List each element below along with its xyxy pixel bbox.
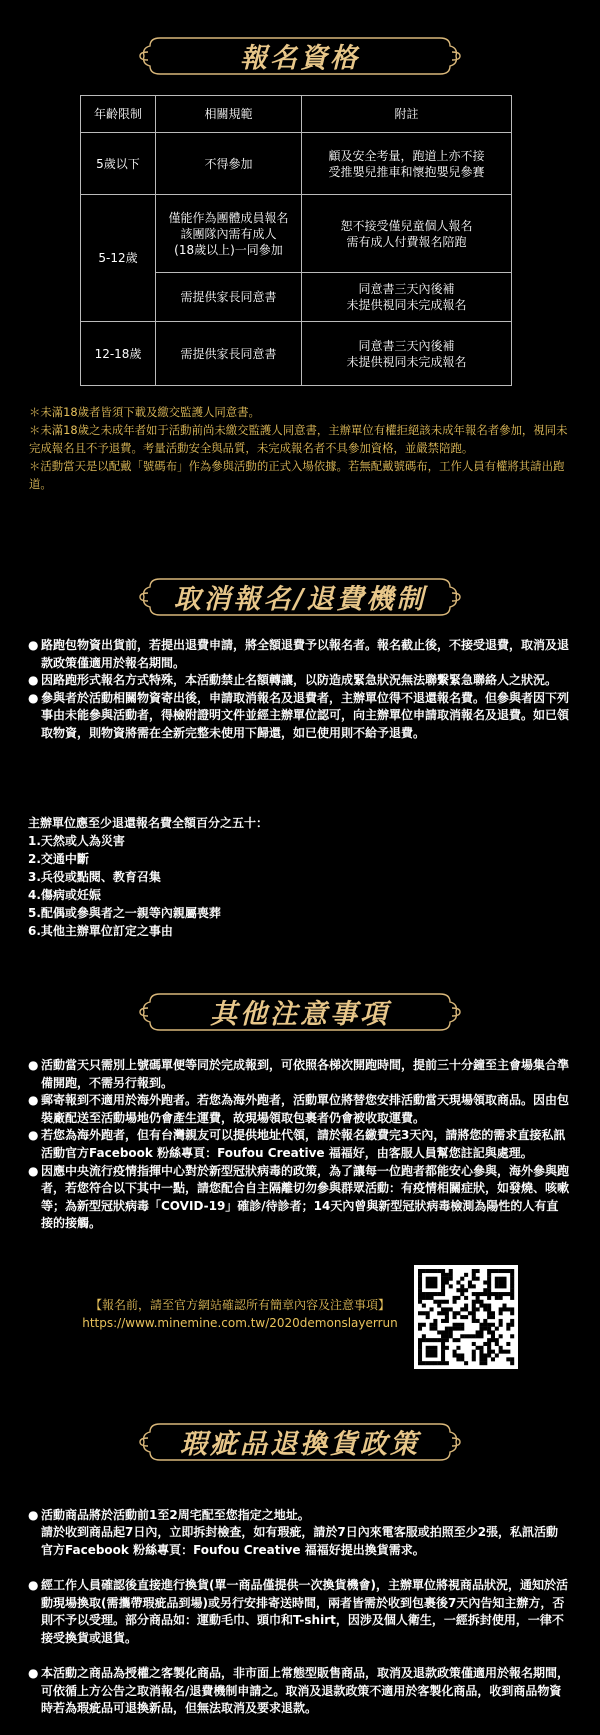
list-item: 1.天然或人為災害: [28, 834, 125, 848]
section-title-cancel: [0, 569, 600, 625]
table-cell-rule: 僅能作為團體成員報名 該團隊內需有成人 (18歲以上)一同參加: [156, 195, 302, 273]
list-item: ● 本活動之商品為授權之客製化商品，非市面上常態型販售商品，取消及退款政策僅適用於報名期間，可依循上方公告之取消報名/退費機制申請之。取消及退款政策不適用於客製化商品，收到商品物資時若為瑕疵品可退換新品，但無法取消及要求退款。: [28, 1665, 570, 1716]
list-item: ● 經工作人員確認後直接進行換貨(單一商品僅提供一次換貨機會)，主辦單位將視商品狀況，通知於活動現場換取(需攜帶瑕疵品到場)或另行安排寄送時間，兩者皆需於收到包裹後7天內告知主辦方，否則不予以受理。部分商品如：運動毛巾、頭巾和T-shirt，因涉及個人衛生，一經拆封使用，一律不接受換貨或退貨。: [28, 1577, 568, 1645]
section-title-text: 報名資格: [240, 43, 360, 74]
section-title-defect: [0, 1414, 600, 1470]
cancel-bullet-list: [28, 637, 570, 743]
list-item: ● 參與者於活動相關物資寄出後，申請取消報名及退費者，主辦單位得不退還報名費。但參與者因下列事由未能參與活動者，得檢附證明文件並經主辦單位認可，向主辦單位申請取消報名及退費。如已領取物資，則物資將需在全新完整未使用下歸還，如已使用則不給予退費。: [28, 690, 570, 740]
note-item: ＊活動當天是以配戴「號碼布」作為參與活動的正式入場依據。若無配戴號碼布，工作人員有權將其請出跑道。: [29, 459, 565, 491]
table-header-rule: 相關規範: [156, 96, 302, 133]
table-cell-note: 同意書三天內後補 未提供視同未完成報名: [302, 322, 512, 386]
official-site-link[interactable]: https://www.minemine.com.tw/2020demonslayerrun: [82, 1316, 398, 1330]
table-cell-note: 同意書三天內後補 未提供視同未完成報名: [302, 273, 512, 322]
note-item: ＊未滿18歲之未成年者如于活動前尚未繳交監護人同意書，主辦單位有權拒絕該未成年報名者參加，視同未完成報名且不予退費。考量活動安全與品質，未完成報名者不具參加資格，並嚴禁陪跑。: [29, 423, 568, 455]
list-item: ● 活動當天只需別上號碼單便等同於完成報到，可依照各梯次開跑時間，提前三十分鐘至主會場集合準備開跑，不需另行報到。: [28, 1058, 570, 1090]
table-cell-age: 5-12歲: [81, 195, 156, 322]
note-item: ＊未滿18歲者皆須下載及繳交監護人同意書。: [29, 405, 260, 419]
registration-reminder: [75, 1296, 405, 1332]
list-item: 4.傷病或妊娠: [28, 888, 101, 902]
table-cell-note: 顧及安全考量，跑道上亦不接 受推嬰兒推車和懷抱嬰兒參賽: [302, 133, 512, 195]
list-item: 6.其他主辦單位訂定之事由: [28, 924, 173, 938]
list-item: ● 活動商品將於活動前1至2周宅配至您指定之地址。 請於收到商品起7日內，立即拆封檢查，如有瑕疵，請於7日內來電客服或拍照至少2張，私訊活動官方Facebook 粉絲專頁：Foufou Creative 福福好提出換貨需求。: [28, 1507, 559, 1557]
list-item: 5.配偶或參與者之一親等內親屬喪葬: [28, 906, 221, 920]
section-title-text: 瑕疵品退換貨政策: [180, 1429, 420, 1460]
defect-bullet-list: [28, 1489, 570, 1735]
list-item: 2.交通中斷: [28, 852, 89, 866]
table-cell-note: 恕不接受僅兒童個人報名 需有成人付費報名陪跑: [302, 195, 512, 273]
registration-table: [80, 95, 512, 386]
table-header-age: 年齡限制: [81, 96, 156, 133]
list-item: ● 路跑包物資出貨前，若提出退費申請，將全額退費予以報名者。報名截止後，不接受退費，取消及退款政策僅適用於報名期間。: [28, 638, 570, 670]
section-title-text: 其他注意事項: [210, 999, 390, 1030]
section-title-text: 取消報名/退費機制: [173, 584, 427, 615]
list-item: ● 若您為海外跑者，但有台灣親友可以提供地址代領，請於報名繳費完3天內，請將您的需求直接私訊活動官方Facebook 粉絲專頁：Foufou Creative 福福好，由客服人員幫您註記與處理。: [28, 1128, 566, 1160]
list-item: ● 因路跑形式報名方式特殊，本活動禁止名額轉讓，以防造成緊急狀況無法聯繫緊急聯絡人之狀況。: [28, 673, 558, 688]
refund-list: [28, 814, 568, 940]
list-item: 3.兵役或點閱、教育召集: [28, 870, 161, 884]
reminder-text: 【報名前，請至官方網站確認所有簡章內容及注意事項】: [89, 1298, 390, 1312]
other-bullet-list: [28, 1057, 570, 1233]
list-item: ● 因應中央流行疫情指揮中心對於新型冠狀病毒的政策，為了讓每一位跑者都能安心參與，海外參與跑者，若您符合以下其中一點，請您配合自主隔離切勿參與群眾活動：有疫情相關症狀，如發燒、咳嗽等；為新型冠狀病毒「COVID-19」確診/待診者；14天內曾與新型冠狀病毒檢測為陽性的人有直接的接觸。: [28, 1163, 570, 1231]
table-cell-rule: 需提供家長同意書: [156, 273, 302, 322]
refund-heading: 主辦單位應至少退還報名費全額百分之五十：: [28, 816, 269, 830]
table-cell-age: 12-18歲: [81, 322, 156, 386]
table-cell-age: 5歲以下: [81, 133, 156, 195]
list-item: ● 郵寄報到不適用於海外跑者。若您為海外跑者，活動單位將替您安排活動當天現場領取商品。因由包裝廠配送至活動場地仍會產生運費，故現場領取包裹者仍會被收取運費。: [28, 1093, 570, 1125]
table-cell-rule: 不得參加: [156, 133, 302, 195]
table-cell-rule: 需提供家長同意書: [156, 322, 302, 386]
section-title-other: [0, 984, 600, 1040]
table-header-note: 附註: [302, 96, 512, 133]
registration-notes: [29, 403, 577, 493]
section-title-registration: [0, 28, 600, 84]
qr-code-icon: [414, 1265, 518, 1369]
